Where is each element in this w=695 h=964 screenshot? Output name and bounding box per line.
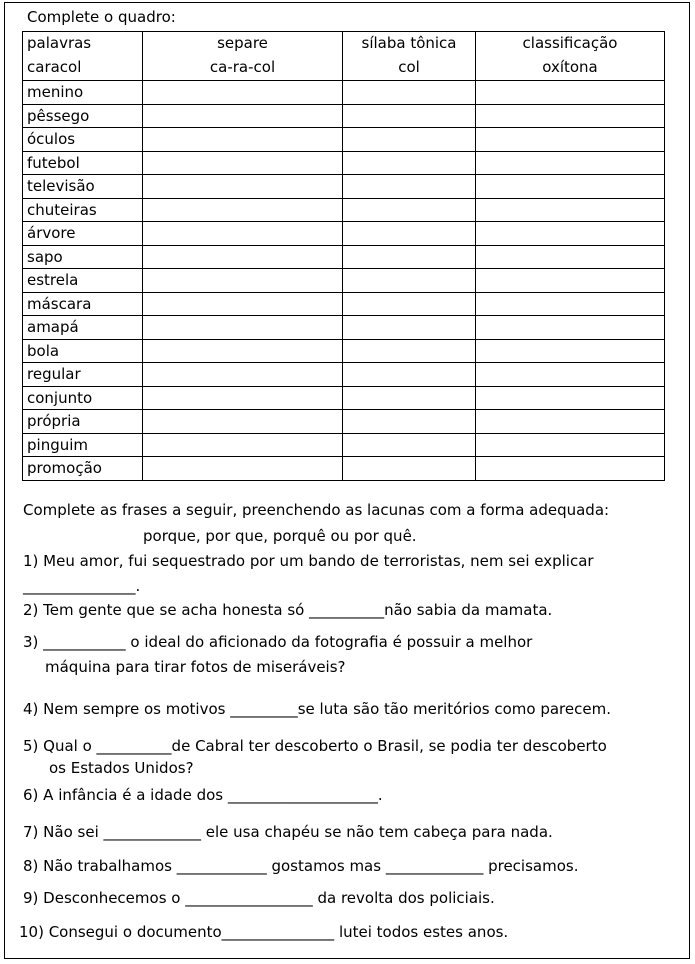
item-1-blank: _______________. [23,577,141,595]
word-cell: pêssego [23,104,143,128]
table-row [23,269,665,293]
syllables-cell[interactable] [143,316,343,340]
syllables-cell[interactable] [143,292,343,316]
classification-cell[interactable] [476,269,665,293]
classification-cell[interactable] [476,457,665,481]
stressed-syllable-cell[interactable] [343,81,476,105]
page-title: Complete o quadro: [27,8,176,26]
item-7: 7) Não sei _____________ ele usa chapéu se não tem cabeça para nada. [23,823,553,841]
word-cell: sapo [23,245,143,269]
classification-cell[interactable] [476,339,665,363]
table-row [23,386,665,410]
classification-cell[interactable] [476,104,665,128]
word-cell: própria [23,410,143,434]
classification-cell[interactable] [476,363,665,387]
exercise-options: porque, por que, porquê ou por quê. [143,527,417,545]
table-header-row [23,32,665,81]
syllables-cell[interactable] [143,339,343,363]
stressed-syllable-cell[interactable] [343,363,476,387]
syllables-cell[interactable] [143,151,343,175]
stressed-syllable-cell[interactable] [343,151,476,175]
classification-cell[interactable] [476,245,665,269]
word-cell: árvore [23,222,143,246]
syllables-cell[interactable] [143,245,343,269]
table-row [23,410,665,434]
syllables-cell[interactable] [143,386,343,410]
word-cell: televisão [23,175,143,199]
stressed-syllable-cell[interactable] [343,457,476,481]
word-cell: promoção [23,457,143,481]
header-classification: classificação oxítona [476,32,665,81]
syllables-cell[interactable] [143,104,343,128]
table-row [23,363,665,387]
word-cell: amapá [23,316,143,340]
word-cell: regular [23,363,143,387]
table-row [23,316,665,340]
worksheet [4,2,690,959]
word-cell: óculos [23,128,143,152]
stressed-syllable-cell[interactable] [343,292,476,316]
table-row [23,104,665,128]
classification-cell[interactable] [476,386,665,410]
stressed-syllable-cell[interactable] [343,198,476,222]
classification-cell[interactable] [476,128,665,152]
classification-cell[interactable] [476,410,665,434]
exercise-instruction: Complete as frases a seguir, preenchendo as lacunas com a forma adequada: [23,501,610,519]
stressed-syllable-cell[interactable] [343,269,476,293]
table-row [23,292,665,316]
classification-cell[interactable] [476,151,665,175]
classification-cell[interactable] [476,81,665,105]
syllables-cell[interactable] [143,410,343,434]
table-row [23,198,665,222]
table-row [23,245,665,269]
item-8: 8) Não trabalhamos ____________ gostamos mas _____________ precisamos. [23,857,579,875]
syllables-cell[interactable] [143,363,343,387]
syllables-cell[interactable] [143,433,343,457]
word-cell: menino [23,81,143,105]
word-cell: pinguim [23,433,143,457]
table-row [23,222,665,246]
item-5-line-2: os Estados Unidos? [49,759,194,777]
table-row [23,433,665,457]
item-4: 4) Nem sempre os motivos _________se luta são tão meritórios como parecem. [23,700,611,718]
table-row [23,81,665,105]
syllables-cell[interactable] [143,269,343,293]
item-9: 9) Desconhecemos o _________________ da revolta dos policiais. [23,889,495,907]
item-3-line-2: máquina para tirar fotos de miseráveis? [45,658,346,676]
classification-cell[interactable] [476,316,665,340]
stressed-syllable-cell[interactable] [343,386,476,410]
stressed-syllable-cell[interactable] [343,128,476,152]
stressed-syllable-cell[interactable] [343,433,476,457]
table-row [23,128,665,152]
word-cell: estrela [23,269,143,293]
classification-cell[interactable] [476,292,665,316]
table-row [23,457,665,481]
item-2: 2) Tem gente que se acha honesta só __________não sabia da mamata. [23,601,553,619]
item-1-line-1: 1) Meu amor, fui sequestrado por um bando de terroristas, nem sei explicar [23,552,594,570]
stressed-syllable-cell[interactable] [343,316,476,340]
item-5-line-1: 5) Qual o __________de Cabral ter descoberto o Brasil, se podia ter descoberto [23,737,607,755]
table-row [23,175,665,199]
header-stressed-syllable: sílaba tônica col [343,32,476,81]
item-3-line-1: 3) ___________ o ideal do aficionado da fotografia é possuir a melhor [23,633,533,651]
header-words: palavras caracol [23,32,143,81]
stressed-syllable-cell[interactable] [343,175,476,199]
syllables-cell[interactable] [143,222,343,246]
header-syllables: separe ca-ra-col [143,32,343,81]
stressed-syllable-cell[interactable] [343,339,476,363]
stressed-syllable-cell[interactable] [343,104,476,128]
classification-cell[interactable] [476,222,665,246]
syllables-cell[interactable] [143,128,343,152]
stressed-syllable-cell[interactable] [343,245,476,269]
word-cell: chuteiras [23,198,143,222]
syllables-cell[interactable] [143,81,343,105]
stressed-syllable-cell[interactable] [343,410,476,434]
classification-cell[interactable] [476,175,665,199]
word-cell: máscara [23,292,143,316]
syllables-cell[interactable] [143,457,343,481]
words-table [22,31,665,481]
stressed-syllable-cell[interactable] [343,222,476,246]
syllables-cell[interactable] [143,175,343,199]
syllables-cell[interactable] [143,198,343,222]
item-10: 10) Consegui o documento_______________ lutei todos estes anos. [19,923,509,941]
word-cell: futebol [23,151,143,175]
item-6: 6) A infância é a idade dos ____________________. [23,786,383,804]
classification-cell[interactable] [476,433,665,457]
classification-cell[interactable] [476,198,665,222]
table-row [23,151,665,175]
word-cell: bola [23,339,143,363]
table-row [23,339,665,363]
word-cell: conjunto [23,386,143,410]
